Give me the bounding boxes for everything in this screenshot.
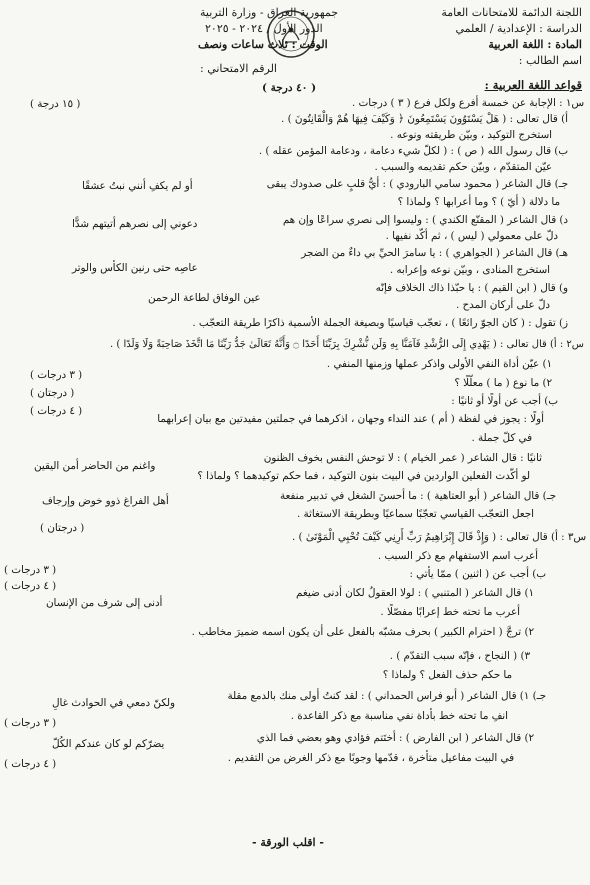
q3-b1-verse: أدنى إلى شرف من الإنسان	[46, 597, 163, 609]
q3-b-marks: ( ٤ درجات )	[4, 580, 57, 592]
q3-c1-marks: ( ٣ درجات )	[4, 717, 57, 729]
q1-g-text: ز) تقول : ( كان الجوّ رائعًا ) ، تعجّب قياسيًا وبصيغة الجملة الأسمية ذاكرًا طريقة التعجّب .	[192, 317, 568, 329]
republic-ministry: جمهورية العراق - وزارة التربية	[200, 6, 339, 19]
q1-b-text: ب) قال رسول الله ( ص ) : ( لكلّ شيء دعامة ، ودعامة المؤمن عقله ) .	[258, 145, 568, 157]
q3-c1-task: انفِ ما تحته خط بأداة نفي مناسبة مع ذكر القاعدة .	[290, 710, 508, 722]
q1-a-text: أ) قال تعالى : ( هَلْ يَسْتَوُونَ يَسْتَمِعُونَ ﴿ وَكَيْفَ فِيهَا هُمْ وَالْقَانِتُونَ ) .	[281, 113, 568, 125]
subject: المادة : اللغة العربية	[488, 38, 582, 51]
exam-session: الدور الأول / ٢٠٢٤ - ٢٠٢٥	[205, 22, 323, 35]
q3-a-text: س٣ : أ) قال تعالى : ( وَإِذْ قَالَ إِبْرَاهِيمُ رَبِّ أَرِنِي كَيْفَ تُحْيِي الْمَوْتَىٰ ) .	[292, 531, 586, 543]
q2-a-task2: ٢) ما نوع ( ما ) معلّلًا ؟	[454, 377, 552, 389]
q1-d-text: د) قال الشاعر ( المقنّع الكندي ) : وليسوا إلى نصري سراعًا وإن هم	[282, 214, 568, 226]
q3-c2-task: في البيت مفاعيل متأخرة ، قدّمها وجوبًا مع ذكر الغرض من التقديم .	[227, 752, 514, 764]
q3-c1-text: جـ) ١) قال الشاعر ( أبو فراس الحمداني ) : لقد كنتُ أولى منك بالدمع مقلة	[227, 690, 546, 702]
q2-a-task1-marks: ( ٣ درجات )	[30, 369, 83, 381]
q3-b1-task: أعرب ما تحته خط إعرابًا مفصّلًا .	[380, 606, 520, 618]
q1-b-task: عيّن المتقدّم ، وبيّن حكم تقديمه والسبب .	[374, 161, 552, 173]
q3-c2-text: ٢) قال الشاعر ( ابن الفارض ) : أختَتم فؤادي وهو بعضي فما الذي	[256, 732, 534, 744]
q1-d-verse: دعوني إلى نصرهم أتيتهم شدًّا	[72, 218, 198, 230]
q2-b-second-task: لو أكّدت الفعلين الواردين في البيت بنون التوكيد ، فما حكم توكيدهما ؟ ولماذا ؟	[197, 470, 530, 482]
q1-a-task: استخرج التوكيد ، وبيّن طريقته ونوعه .	[390, 129, 552, 141]
student-name-label: اسم الطالب :	[518, 54, 582, 67]
q1-e-verse: عاصِه حتى رنين الكأس والوتر	[72, 262, 198, 274]
q1-c-verse: أو لم يكفِ أنني نبتُ عشقًا	[82, 180, 193, 192]
q2-b-first-cont: في كلّ جملة .	[471, 432, 532, 444]
q1-c-text: جـ) قال الشاعر ( محمود سامي البارودي ) : أيُّ قلبٍ على صدودك يبقى	[266, 178, 568, 190]
q2-b-marks: ( ٤ درجات )	[30, 405, 83, 417]
q2-a-text: س٢ : أ) قال تعالى : ( يَهْدِي إِلَى الرُّشْدِ فَآمَنَّا بِهِ وَلَن نُّشْرِكَ بِرَبِّنَا أَحَدًا ۝ وَأَنَّهُ تَعَالَىٰ جَدُّ رَبِّنَا مَا اتَّخَذَ صَاحِبَةً وَلَا وَلَدًا ) .	[110, 339, 584, 350]
section-total-marks: ( ٤٠ درجة )	[262, 82, 317, 94]
section-title: قواعد اللغة العربية :	[484, 78, 582, 92]
committee-name: اللجنة الدائمة للامتحانات العامة	[441, 6, 582, 19]
exam-number-label: الرقم الامتحاني :	[200, 62, 277, 75]
q2-a-task1: ١) عيّن أداة النفي الأولى واذكر عملها وزمنها المنفي .	[326, 358, 552, 370]
q1-e-task: استخرج المنادى ، وبيّن نوعه وإعرابه .	[389, 264, 550, 276]
q3-b2-text: ٢) ترجَّ ( احترام الكبير ) بحرف مشبّه بالفعل على أن يكون اسمه ضميرَ مخاطب .	[191, 626, 534, 638]
q3-b3-text: ٣) ( النجاح ، فإنّه سبب التقدّم ) .	[389, 650, 530, 662]
q2-b-first: أولًا : يجوز في لفظة ( أم ) عند النداء وجهان ، اذكرهما في جملتين مفيدتين مع بيان إعرابهما	[157, 413, 544, 425]
q3-a-marks: ( ٣ درجات )	[4, 564, 57, 576]
q3-c2-marks: ( ٤ درجات )	[4, 758, 57, 770]
q3-c2-verse: يضرّكم لو كان عندكم الكُلّ	[52, 738, 165, 750]
q1-f-verse: عين الوفاق لطاعة الرحمن	[148, 292, 261, 304]
q1-marks: ( ١٥ درجة )	[30, 98, 81, 110]
study-branch: الدراسة : الإعدادية / العلمي	[455, 22, 582, 35]
q1-d-task: دلّ على معمولي ( ليس ) ، ثم أكّد نفيها .	[385, 230, 558, 242]
q1-c-task: ما دلالة ( أيّ ) ؟ وما أعرابها ؟ ولماذا ؟	[397, 196, 560, 208]
turn-page-note: - اقلب الورقة -	[252, 836, 324, 849]
q3-b3-task: ما حكم حذف الفعل ؟ ولماذا ؟	[382, 669, 512, 681]
q1-f-text: و) قال ( ابن القيم ) : يا حبّذا ذاك الخلاف فإنّه	[375, 282, 568, 294]
q2-b-heading: ب) أجب عن أولًا أو ثانيًا :	[451, 395, 558, 407]
q3-b1-text: ١) قال الشاعر ( المتنبي ) : لولا العقولُ لكان أدنى ضيغم	[296, 587, 534, 599]
q2-c-verse: أهل الفراغ ذوو خوض وإرجاف	[42, 495, 169, 507]
q2-a-task2-marks: ( درجتان )	[30, 387, 75, 399]
q1-f-task: دلّ على أركان المدح .	[455, 299, 550, 311]
q3-a-task: أعرب اسم الاستفهام مع ذكر السبب .	[377, 550, 538, 562]
q3-b-heading: ب) أجب عن ( اثنين ) ممّا يأتي :	[409, 568, 546, 580]
q2-c-task: اجعل التعجّب القياسي تعجّبًا سماعيًا وبطريقة الاستغاثة .	[296, 508, 534, 520]
q2-b-second-verse: واغنم من الحاضر أمن اليقين	[34, 460, 156, 472]
q2-c-marks: ( درجتان )	[40, 522, 85, 534]
q1-heading: س١ : الإجابة عن خمسة أفرع ولكل فرع ( ٣ ) درجات .	[351, 97, 584, 109]
q3-c1-verse: ولكنّ دمعي في الحوادث غالِ	[52, 697, 175, 709]
q2-c-text: جـ) قال الشاعر ( أبو العتاهية ) : ما أحسنَ الشغل في تدبير منفعة	[279, 490, 556, 502]
q1-e-text: هـ) قال الشاعر ( الجواهري ) : يا سامرَ الحيِّ بي داءٌ من الضجر	[301, 247, 568, 259]
exam-time: الوقت : ثلاث ساعات ونصف	[198, 38, 328, 51]
q2-b-second: ثانيًا : قال الشاعر ( عمر الخيام ) : لا توحش النفس بخوف الظنون	[263, 452, 542, 464]
